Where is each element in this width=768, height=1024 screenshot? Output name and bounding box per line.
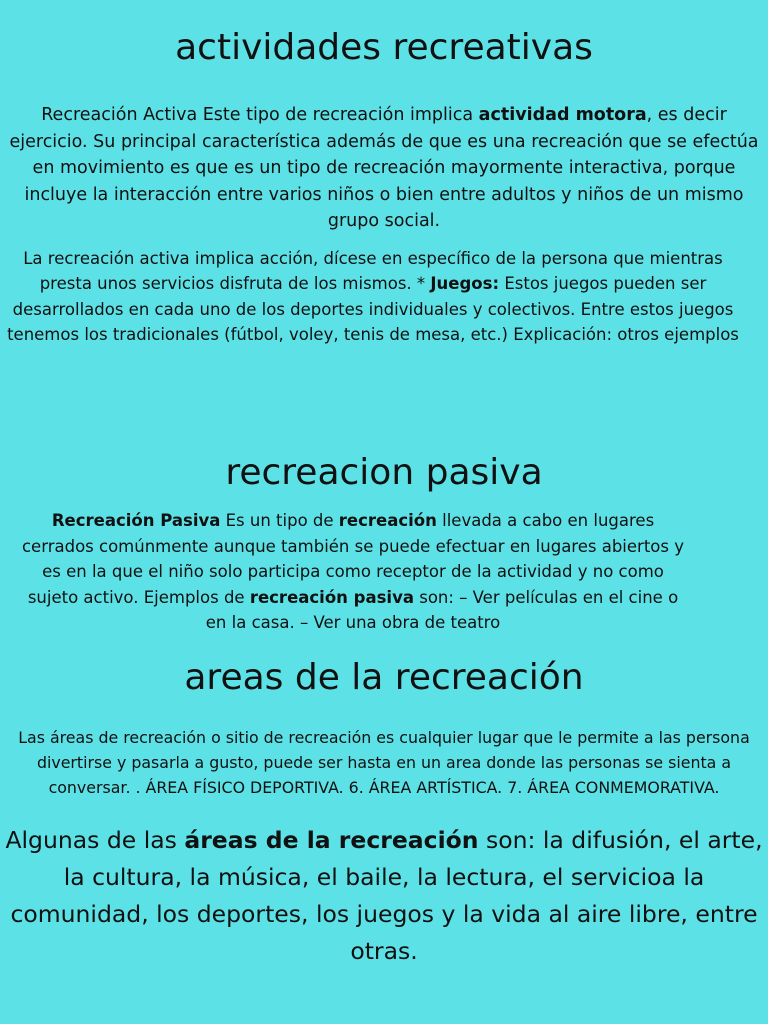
text-segment: son: la difusión, el arte, la cultura, la música, el baile, la lectura, el servicioa la comunidad, los deportes, los juegos y la vida al aire libre, entre otras. [10, 826, 763, 965]
bold-text: actividad motora [478, 105, 647, 125]
paragraph-recreacion-pasiva [18, 508, 688, 636]
text-segment: La recreación activa implica acción, dícese en específico de la persona que mientras presta unos servicios disfruta de los mismos. * [23, 249, 723, 294]
bold-text: Recreación Pasiva [51, 511, 221, 530]
paragraph-areas-definicion: Las áreas de recreación o sitio de recreación es cualquier lugar que le permite a las persona divertirse y pasarla a gusto, puede ser hasta en un area donde las personas se sienta a conversar. . ÁREA FÍSICO DEPORTIVA. 6. ÁREA ARTÍSTICA. 7. ÁREA CONMEMORATIVA. [18, 728, 750, 798]
bold-text: áreas de la recreación [184, 826, 479, 854]
title-areas-recreacion: areas de la recreación [184, 657, 584, 698]
paragraph-recreacion-activa-juegos [4, 246, 742, 347]
text-segment: son: – Ver películas en el cine o en la casa. – Ver una obra de teatro [205, 587, 679, 632]
text-segment: llevada a cabo en lugares cerrados comúnmente aunque también se puede efectuar en lugares abiertos y es en la que el niño solo participa como receptor de la actividad y no como sujeto activo. Ejemplos de [21, 511, 684, 607]
title-actividades-recreativas: actividades recreativas [175, 27, 593, 68]
paragraph-areas-ejemplos [4, 822, 764, 970]
text-segment: Es un tipo de [220, 511, 339, 530]
bold-text: recreación pasiva [249, 587, 414, 607]
title-recreacion-pasiva: recreacion pasiva [225, 452, 543, 493]
text-segment: Algunas de las [5, 826, 185, 854]
text-segment: Estos juegos pueden ser desarrollados en cada uno de los deportes individuales y colectivos. Entre estos juegos tenemos los tradicionales (fútbol, voley, tenis de mesa, etc.) Explicación: otros ejemplos [7, 274, 739, 344]
bold-text: Juegos: [430, 274, 500, 294]
text-segment: Recreación Activa Este tipo de recreación implica [41, 105, 479, 125]
text-segment: , es decir ejercicio. Su principal característica además de que es una recreación que se efectúa en movimiento es que es un tipo de recreación mayormente interactiva, porque incluye la interacción entre varios niños o bien entre adultos y niños de un mismo grupo social. [9, 105, 759, 231]
bold-text: recreación [338, 511, 437, 530]
paragraph-recreacion-activa [0, 102, 768, 235]
